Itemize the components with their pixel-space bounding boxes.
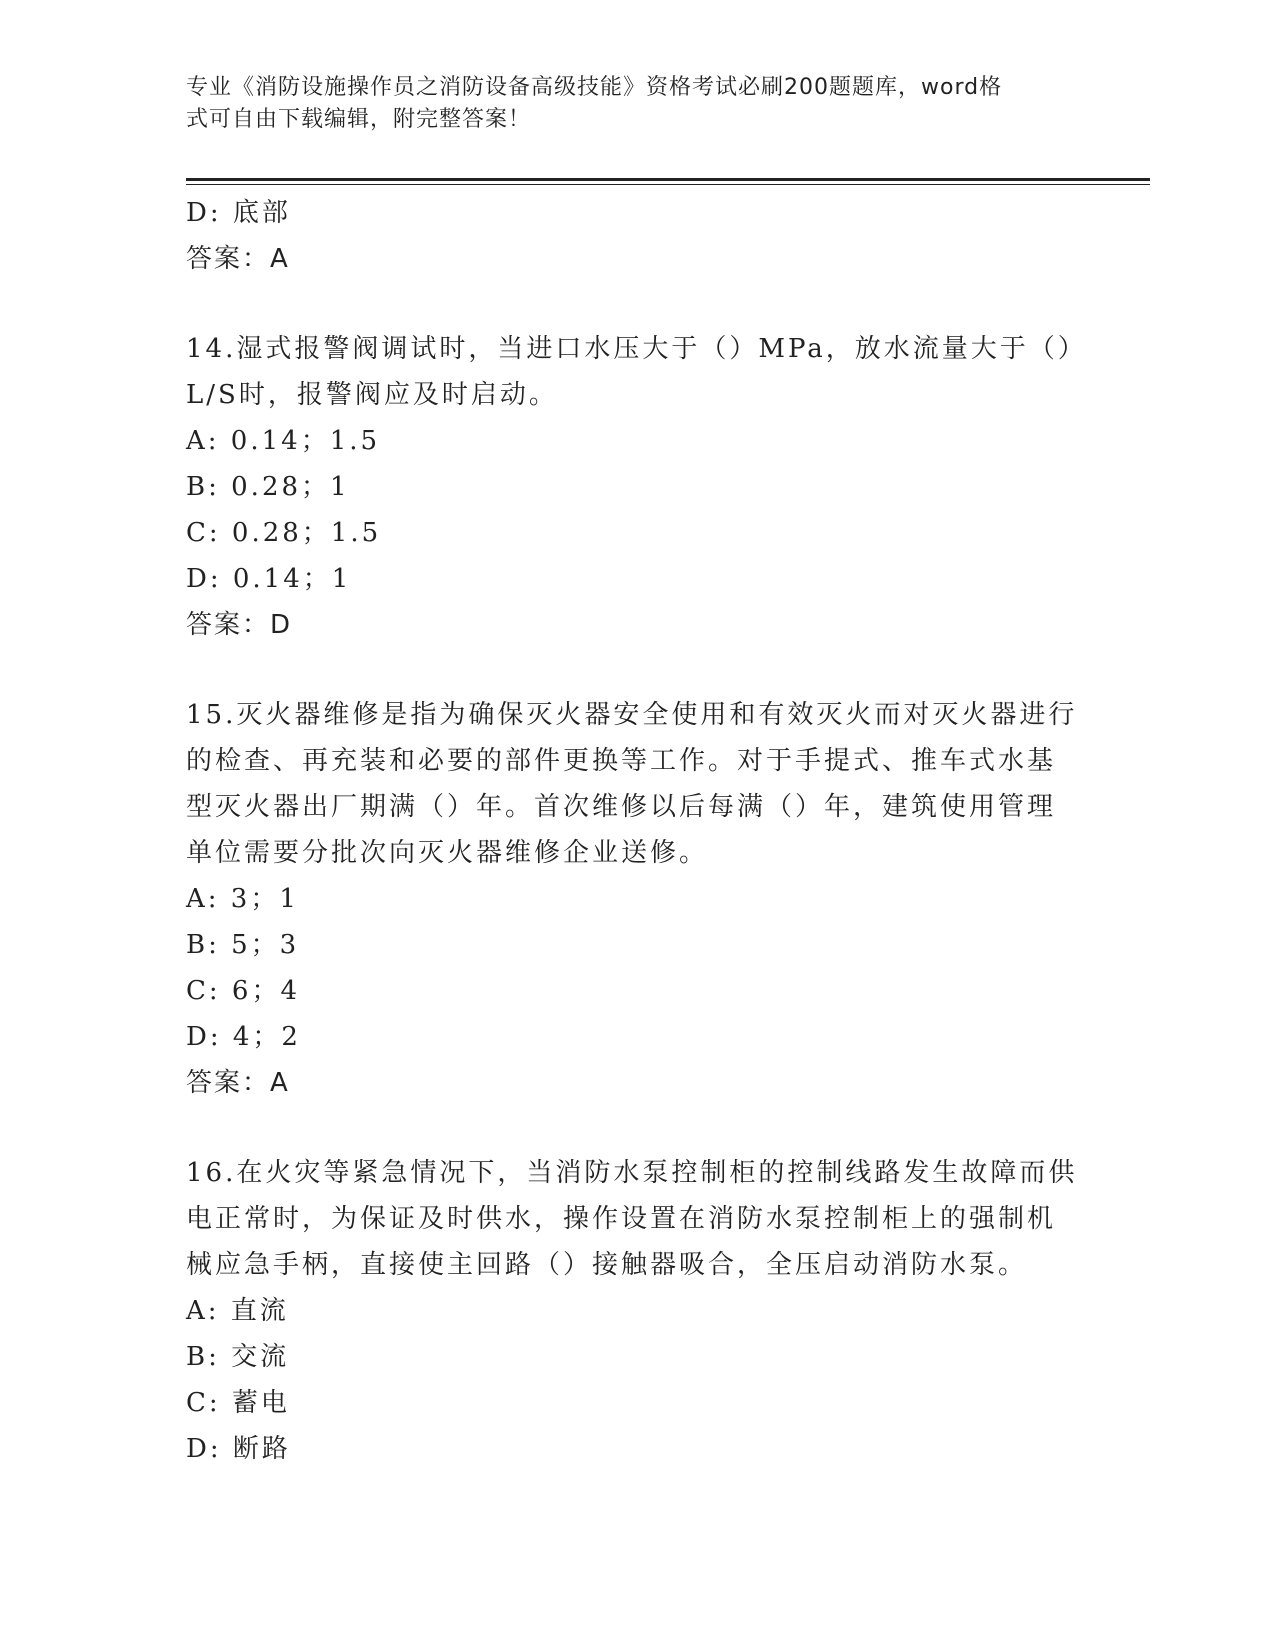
q15-text-line-2: 的检查、再充装和必要的部件更换等工作。对于手提式、推车式水基 <box>186 746 1057 776</box>
prev-option-d: D: 底部 <box>186 198 291 228</box>
q14-option-a: A: 0.14；1.5 <box>186 426 381 456</box>
q15-text-line-3: 型灭火器出厂期满（）年。首次维修以后每满（）年，建筑使用管理 <box>186 792 1057 822</box>
question-16 <box>186 1150 1086 1472</box>
document-header <box>186 72 1086 136</box>
q16-option-d: D: 断路 <box>186 1434 291 1464</box>
q15-text-line-4: 单位需要分批次向灭火器维修企业送修。 <box>186 838 709 868</box>
question-15 <box>186 692 1086 1106</box>
question-14 <box>186 326 1086 648</box>
q15-option-a: A: 3；1 <box>186 884 299 914</box>
q15-answer: 答案：A <box>186 1068 290 1098</box>
prev-answer: 答案：A <box>186 244 290 274</box>
q14-option-b: B: 0.28；1 <box>186 472 350 502</box>
header-divider-thin <box>186 184 1150 185</box>
q16-option-b: B: 交流 <box>186 1342 290 1372</box>
q14-text-line-1: 14.湿式报警阀调试时，当进口水压大于（）MPa，放水流量大于（） <box>186 334 1087 364</box>
q14-answer: 答案：D <box>186 610 293 640</box>
q15-option-d: D: 4；2 <box>186 1022 301 1052</box>
q14-option-c: C: 0.28；1.5 <box>186 518 382 548</box>
q16-option-a: A: 直流 <box>186 1296 289 1326</box>
header-line-1: 专业《消防设施操作员之消防设备高级技能》资格考试必刷200题题库，word格 <box>186 75 1003 100</box>
header-divider-thick <box>186 178 1150 181</box>
header-line-2: 式可自由下载编辑，附完整答案！ <box>186 107 532 132</box>
q14-option-d: D: 0.14；1 <box>186 564 352 594</box>
q16-option-c: C: 蓄电 <box>186 1388 290 1418</box>
q15-text-line-1: 15.灭火器维修是指为确保灭火器安全使用和有效灭火而对灭火器进行 <box>186 700 1078 730</box>
q16-text-line-1: 16.在火灾等紧急情况下，当消防水泵控制柜的控制线路发生故障而供 <box>186 1158 1078 1188</box>
q14-text-line-2: L/S时，报警阀应及时启动。 <box>186 380 558 410</box>
q16-text-line-3: 械应急手柄，直接使主回路（）接触器吸合，全压启动消防水泵。 <box>186 1250 1028 1280</box>
q15-option-c: C: 6；4 <box>186 976 301 1006</box>
q16-text-line-2: 电正常时，为保证及时供水，操作设置在消防水泵控制柜上的强制机 <box>186 1204 1057 1234</box>
q15-option-b: B: 5；3 <box>186 930 300 960</box>
question-content <box>186 190 1086 1472</box>
